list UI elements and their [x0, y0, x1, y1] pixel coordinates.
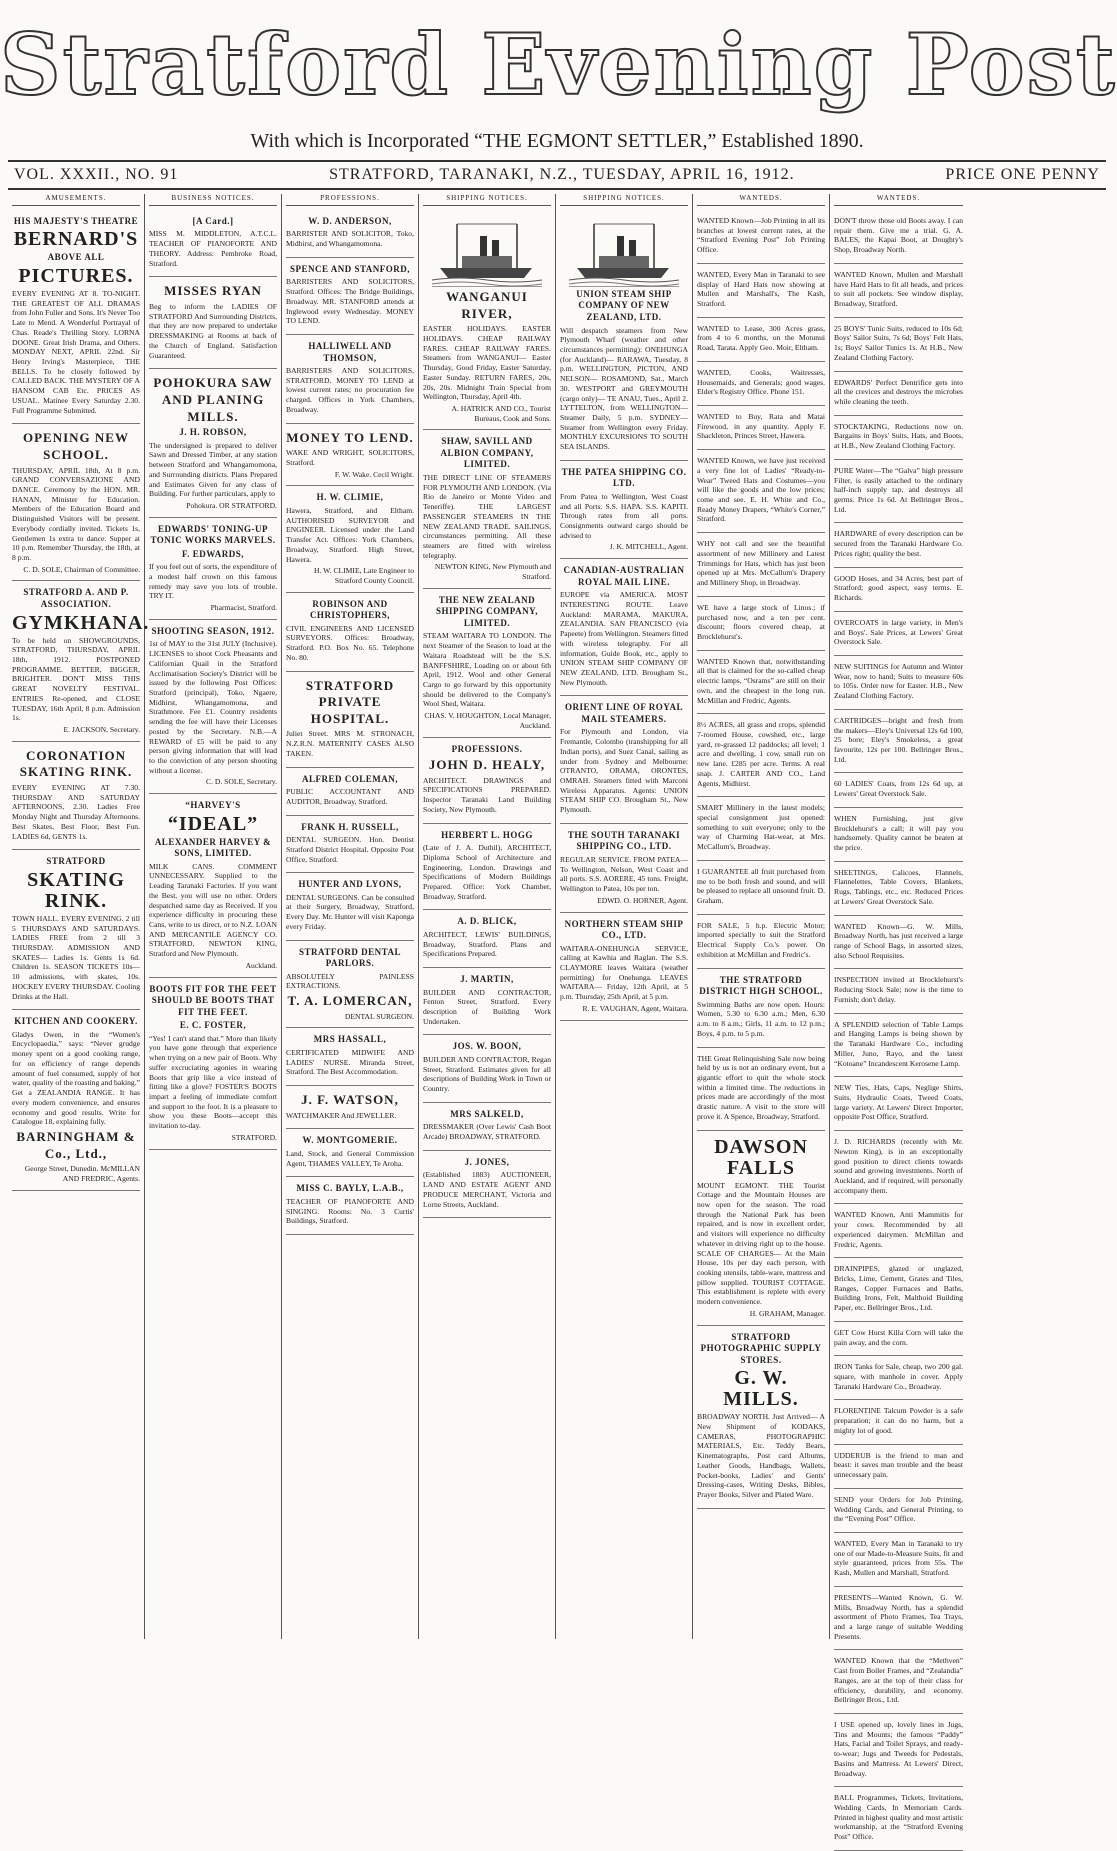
ad-body-text: (Established 1883) AUCTIONEER, LAND AND ESTATE AGENT AND PRODUCE MERCHANT, Victoria and Lorne Streets, Auckland. — [423, 1170, 551, 1209]
advertisement — [834, 1356, 963, 1400]
advertisement — [834, 862, 963, 916]
ad-body-text: GET Cow Hurst Killa Corn will take the pain away, and the corn. — [834, 1327, 963, 1347]
ad-body-text: EASTER HOLIDAYS. EASTER HOLIDAYS. CHEAP RAILWAY FARES. CHEAP RAILWAY FARES. Steamers from WANGANUI— Easter Thursday, Good Friday, Easter Saturday, Easter Sunday. RETURN FARES, 20s, 20s, 20s. Midnight Train Special from Wellington, Thursday, April 4th. — [423, 324, 551, 402]
advertisement — [834, 1650, 963, 1714]
ad-body-text: Will despatch steamers from New Plymouth Wharf (weather and other circumstances permitting): ONEHUNGA (for Auckland)— RARAWA, Tuesday, 8 p.m. WELLINGTON, PICTON, AND NELSON— ROSAMOND, Sat., March 30. WESTPORT and GREYMOUTH (cargo only)— TE ANAU, Tues., April 2. LYTTELTON, from WELLINGTON— Steamer Daily, 5 p.m. SYDNEY— Steamer from Wellington every Friday. MONTHLY EXCURSIONS TO SOUTH SEA ISLANDS. — [560, 325, 688, 452]
advertisement — [834, 969, 963, 1013]
advertisement — [286, 816, 414, 874]
ad-sm-text: ALEXANDER HARVEY & SONS, LIMITED. — [154, 836, 272, 859]
advertisement — [12, 742, 140, 851]
advertisement — [697, 1326, 825, 1509]
advertisement — [423, 1103, 551, 1151]
column-heading: PROFESSIONS. — [286, 194, 414, 206]
ad-body-text: The undersigned is prepared to deliver Sawn and Dressed Timber, at any station between Stratford and Whangamomona, and Surrounding districts. Plans Prepared and Estimates Given for any class of Building. For further particulars, apply to — [149, 440, 277, 499]
ad-sm-text: THE PATEA SHIPPING CO. LTD. — [561, 466, 687, 489]
ad-body-text: 8½ ACRES, all grass and crops, splendid 7-roomed House, cowshed, etc., large yard, re-grassed 12 paddocks; all level; 1 acre and dwelling, 1 cow, small run on new lane. £285 per acre. Terms. A real snap. J. CARTER AND CO., Land Agents, Midhirst. — [697, 720, 825, 788]
ad-body-text: GOOD Hoses, and 34 Acres, best part of Stratford; good aspect, easy terms. E. Richards. — [834, 573, 963, 603]
ad-body-text: CIVIL ENGINEERS AND LICENSED SURVEYORS. Offices: Broadway, Stratford. P.O. Box No. 65. Telephone No. 80. — [286, 623, 414, 662]
advertisement — [697, 406, 825, 450]
ad-mid-text: POHOKURA SAW AND PLANING MILLS. — [153, 375, 273, 424]
ad-sm-text: THE SOUTH TARANAKI SHIPPING CO., LTD. — [567, 829, 681, 852]
ad-body-text: DON'T throw those old Boots away. I can repair them. Give me a trial. G. A. BALES, the Kapai Boot, at Doughty's Shop, Broadway North. — [834, 215, 963, 255]
ad-mid-text: CORONATION SKATING RINK. — [19, 747, 133, 780]
ad-sm-text: STRATFORD DENTAL PARLORS. — [299, 946, 401, 969]
ad-sm-text: HIS MAJESTY'S THEATRE — [13, 215, 139, 226]
ad-r-text: CHAS. V. HOUGHTON, Local Manager, Auckland. — [424, 711, 551, 730]
advertisement — [834, 372, 963, 416]
ad-r-text: A. HATRICK AND CO., Tourist Bureaus, Cook and Sons. — [451, 403, 551, 423]
masthead-subtitle: With which is Incorporated “THE EGMONT SETTLER,” Established 1890. — [250, 130, 864, 152]
ad-body-text: CARTRIDGES—bright and fresh from the makers—Eley's Universal 12s 6d 100, 25 bore; Eley's Smokeless, a great favourite, 12s per 100. Bellringer Bros., Ltd. — [834, 715, 963, 764]
ad-mid-text: JOHN D. HEALY, — [428, 757, 546, 773]
ad-body-text: WANTED to Lease, 300 Acres grass, from 4 to 6 months, on the Motunui Road, Tarata. Apply Geo. Moir, Eltham. — [697, 323, 825, 353]
ad-body-text: 60 LADIES' Coats, from 12s 6d up, at Lewers' Great Overstock Sale. — [834, 779, 963, 799]
ad-body-text: PRESENTS—Wanted Known, G. W. Mills, Broadway North, has a splendid assortment of Photo Frames, Tea Trays, and a large range of suitable Wedding Presents. — [834, 1592, 963, 1641]
ad-sm-text: ROBINSON AND CHRISTOPHERS, — [309, 598, 391, 621]
ad-body-text: BROADWAY NORTH. Just Arrived— A New Shipment of KODAKS, CAMERAS, PHOTOGRAPHIC MATERIALS, Etc. Teddy Bears, Kinematographs, Post card Albums, Leather Goods, Handbags, Wallets, Pocket-books, Ladies' and Gents' Dressing-cases, Writing Desks, Bibles, Prayer Books, Silver and Plated Ware. — [697, 1412, 825, 1499]
advertisement — [286, 1086, 414, 1129]
ad-big-text: G. W. MILLS. — [723, 1367, 799, 1411]
masthead-title: Stratford Evening Post — [0, 15, 1117, 114]
ad-r-text: C. D. SOLE, Secretary. — [206, 777, 277, 787]
advertisement — [834, 1258, 963, 1322]
advertisement — [834, 416, 963, 460]
advertisement — [560, 696, 688, 824]
advertisement — [286, 424, 414, 487]
advertisement — [834, 1714, 963, 1787]
ad-body-text: BARRISTER AND SOLICITOR, Toko, Midhirst, and Whangamomona. — [286, 229, 414, 249]
advertisement — [697, 318, 825, 362]
ad-sm-text: SHAW, SAVILL AND ALBION COMPANY, LIMITED. — [440, 436, 534, 470]
column-heading: BUSINESS NOTICES. — [149, 194, 277, 206]
advertisement — [423, 910, 551, 968]
advertisement — [834, 460, 963, 524]
advertisement — [423, 968, 551, 1035]
advertisement — [423, 589, 551, 738]
ad-big-text: “IDEAL” — [167, 812, 259, 835]
ad-sm-text: THE NEW ZEALAND SHIPPING COMPANY, LIMITED. — [435, 594, 538, 628]
advertisement — [149, 620, 277, 794]
ad-sm-text: MRS HASSALL, — [313, 1034, 387, 1045]
advertisement — [834, 1489, 963, 1533]
advertisement — [834, 568, 963, 612]
advertisement — [697, 210, 825, 264]
ad-sm-text: FRANK H. RUSSELL, — [301, 821, 399, 832]
advertisement — [697, 651, 825, 715]
ad-sm-text: HUNTER AND LYONS, — [298, 879, 402, 890]
ad-body-text: WATCHMAKER And JEWELLER. — [286, 1110, 397, 1120]
advertisement — [834, 1400, 963, 1444]
ad-body-text: EUROPE via AMERICA. MOST INTERESTING ROUTE. Leave Auckland: MARAMA, MAKURA, ZEALANDIA. SAN FRANCISCO (via Papeete) from Wellington. Steamers fitted with wireless telegraphy. For all information, Guide Book, etc., apply to UNION STEAM SHIP COMPANY OF NEW ZEALAND, LTD. Brougham St., New Plymouth. — [560, 590, 688, 687]
ad-body-text: SHEETINGS, Calicoes, Flannels, Flannelettes, Table Covers, Blankets, Rugs, Tablings, etc., etc. Reduced Prices at Lewers' Great Overstock Sale. — [834, 867, 963, 906]
ad-body-text: WHEN Furnishing, just give Brocklehurst's a call; it will pay you handsomely. Quality cannot be beaten at the price. — [834, 813, 963, 853]
issue-dateline: STRATFORD, TARANAKI, N.Z., TUESDAY, APRIL 16, 1912. — [329, 166, 795, 183]
column-7 — [830, 194, 967, 1842]
ad-sm-text: ALFRED COLEMAN, — [301, 773, 398, 784]
ad-body-text: DENTAL SURGEONS. Can be consulted at their Surgery, Broadway, Stratford, Every Day. Mr. Hunter will visit Kaponga every Friday. — [286, 892, 414, 931]
ad-body-text: ABSOLUTELY PAINLESS EXTRACTIONS. — [286, 971, 414, 991]
advertisement — [697, 264, 825, 318]
ad-body-text: SMART Millinery in the latest models; special consignment just opened: something to suit everyone; only to the way of Charming Hat-wear, at Mrs. McCallum's, Broadway. — [697, 803, 825, 852]
ad-body-text: I GUARANTEE all fruit purchased from me to be both fresh and sound, and will be pleased to replace all unsound fruit. D. Graham. — [697, 866, 825, 906]
issue-bar — [8, 160, 1106, 190]
ad-r-text: H. GRAHAM, Manager. — [749, 1308, 825, 1318]
advertisement — [286, 941, 414, 1029]
ad-big-text: GYMKHANA. — [12, 611, 150, 634]
advertisement — [286, 768, 414, 816]
ad-body-text: TEACHER OF PIANOFORTE AND SINGING. Rooms: No. 3 Curtis' Buildings, Stratford. — [286, 1196, 414, 1226]
ad-sm-text: STRATFORD A. AND P. ASSOCIATION. — [23, 587, 129, 609]
advertisement — [423, 824, 551, 911]
ad-body-text: THE DIRECT LINE OF STEAMERS FOR PLYMOUTH AND LONDON. (Via Rio de Janeiro or Monte Video and Teneriffe). THE LARGEST PASSENGER STEAMERS IN THE NEW ZEALAND TRADE. SAILINGS, circumstances permitting. All these steamers are fitted with wireless telegraphy. — [423, 472, 551, 560]
advertisement — [423, 430, 551, 588]
ad-body-text: DRAINPIPES, glazed or unglazed, Bricks, Lime, Cement, Grates and Tiles, Ranges, Copper Furnaces and Baths, Building Irons, Felt, Malthoid Building Paper, etc. Bellringer Bros., Ltd. — [834, 1264, 963, 1313]
ad-body-text: IRON Tanks for Sale, cheap, two 200 gal. square, with manhole in cover. Apply Taranaki Hardware Co., Broadway. — [834, 1362, 963, 1391]
ad-body-text: WAKE AND WRIGHT, SOLICITORS, Stratford. — [286, 448, 414, 467]
ad-body-text: PURE Water—The “Galva” high pressure Filter, is easily attached to the ordinary half-inch supply tap, and destroys all germs. Price 1s 6d. At Bellringer Bros., Ltd. — [834, 465, 963, 514]
ad-sm-text: J. H. ROBSON, — [179, 427, 247, 438]
ad-body-text: Beg to inform the LADIES OF STRATFORD And Surrounding Districts, that they are now prepared to undertake DRESSMAKING at Rooms at back of the Church of England. Satisfaction Guaranteed. — [149, 301, 277, 360]
ad-body-text: WAITARA-ONEHUNGA SERVICE, calling at Kawhia and Raglan. The S.S. CLAYMORE leaves Waitara (weather permitting) for Onehunga. LEAVES WAITARA— Friday, 12th April, at 5 p.m. Thursday, 25th April, at 5 p.m. — [560, 943, 688, 1002]
advertisement — [834, 656, 963, 710]
advertisement — [697, 915, 825, 969]
ad-sm-text: [A Card.] — [192, 215, 234, 226]
ad-body-text: WANTED Known that the “Methven” Cast from Boiler Frames, and “Zealandia” Ranges, are at the top of their class for efficiency, durability, and economy. Bellringer Bros., Ltd. — [834, 1656, 963, 1705]
column-heading: WANTEDS. — [834, 194, 963, 206]
ad-big-text: DAWSON FALLS — [714, 1135, 808, 1179]
ad-big-text: SKATING RINK. — [27, 868, 125, 912]
issue-price: PRICE ONE PENNY — [945, 166, 1100, 183]
ad-sm-text: W. MONTGOMERIE. — [302, 1135, 398, 1146]
ad-sm-text: MISS C. BAYLY, L.A.B., — [296, 1183, 404, 1194]
advertisement — [697, 362, 825, 406]
advertisement — [286, 210, 414, 258]
ad-mid-text: MONEY TO LEND. — [286, 429, 414, 445]
advertisement — [834, 264, 963, 318]
advertisement — [149, 210, 277, 277]
ad-body-text: Gladys Owen, in the “Women's Encyclopaedia,” says: “Never grudge money spent on a good cooking range, for on efficiency of range depends amount of fuel consumed, supply of hot water, quality of the roasting and baking.” Get a ZEALANDIA RANGE. It has every modern convenience, and ensures economy and good results. Write for Catalogue 18, explaining fully. — [12, 1029, 140, 1127]
ad-mid-text: J. F. WATSON, — [301, 1092, 399, 1108]
advertisement — [149, 794, 277, 977]
ad-r-text: J. K. MITCHELL, Agent. — [609, 542, 688, 552]
advertisement — [286, 672, 414, 768]
column-heading: AMUSEMENTS. — [12, 194, 140, 206]
advertisement — [560, 210, 688, 461]
ad-body-text: BARRISTERS AND SOLICITORS, Stratford. Offices: The Bridge Buildings, Broadway. MR. STANFORD attends at Inglewood every Wednesday. MONEY TO LEND. — [286, 277, 414, 326]
advertisement — [286, 1028, 414, 1086]
ad-sm-text: F. EDWARDS, — [182, 548, 244, 559]
columns-container — [8, 194, 1106, 1842]
advertisement — [560, 913, 688, 1021]
ad-sm-text: H. W. CLIMIE, — [316, 492, 384, 503]
ad-body-text: Hawera, Stratford, and Eltham. AUTHORISED SURVEYOR and ENGINEER. Licensed under the Land Transfer Act. Offices: York Chambers, Broadway, Stratford. High Street, Hawera. — [286, 505, 414, 564]
advertisement — [12, 210, 140, 424]
advertisement — [149, 518, 277, 620]
ad-sm-text: J. JONES, — [464, 1156, 510, 1167]
advertisement — [149, 277, 277, 369]
ad-body-text: UDDERUB is the friend to man and beast: it saves man trouble and the beast unnecessary pain. — [834, 1450, 963, 1480]
advertisement — [834, 1787, 963, 1851]
advertisement — [697, 969, 825, 1048]
ad-body-text: Land, Stock, and General Commission Agent, THAMES VALLEY, Te Aroha. — [286, 1148, 414, 1168]
ad-body-text: A SPLENDID selection of Table Lamps and Hanging Lamps is being shown by the Taranaki Hardware Co., including Miller, Juno, Rayo, and the latest “Kotoane” Incandescent Kerosene Lamp. — [834, 1019, 963, 1068]
advertisement — [834, 1445, 963, 1489]
ad-body-text: ARCHITECT, LEWIS' BUILDINGS, Broadway, Stratford. Plans and Specifications Prepared. — [423, 929, 551, 959]
steamship-illustration — [569, 216, 679, 287]
ad-sm-text: STRATFORD — [46, 856, 106, 867]
ad-r-text: George Street, Dunedin. McMILLAN AND FREDRIC, Agents. — [24, 1164, 140, 1183]
ad-body-text: WHY not call and see the beautiful assortment of new Millinery and Latest Trimmings for Hats, which has just been opened up at Mrs. McCallum's Drapery and Millinery Shop, in Broadway. — [697, 539, 825, 588]
ad-body-text: THE Great Relinquishing Sale now being held by us is not an ordinary event, but a gigantic effort to quit the whole stock within a limited time. The reductions in prices made are accordingly of the most drastic nature. A visit to the store will prove it. A Spence, Broadway, Stratford. — [697, 1053, 825, 1121]
advertisement — [697, 1048, 825, 1131]
advertisement — [149, 978, 277, 1150]
advertisement — [834, 1322, 963, 1356]
ad-body-text: TOWN HALL. EVERY EVENING. 2 till 5 THURSDAYS AND SATURDAYS. LADIES FREE from 2 till 3 THURSDAY. ADMISSION AND SKATES— Ladies 1s. Gents 1s 6d. Children 1s. SEASON TICKETS 10s—10 admissions, with skates, 10s. HOCKEY EVERY THURSDAY. Cooling Drinks at the Hall. — [12, 913, 140, 1001]
ad-body-text: BUILDER AND CONTRACTOR, Fenton Street, Stratford. Every description of Building Work Undertaken. — [423, 987, 551, 1026]
ad-mid-text: STRATFORD PRIVATE HOSPITAL. — [305, 677, 395, 726]
ad-body-text: WANTED Known, Mullen and Marshall have Hard Hats to fit all heads, and prices to suit all pockets. See window display, Broadway, Stratford. — [834, 269, 963, 308]
ad-body-text: Juliet Street. MRS M. STRONACH, N.Z.R.N. MATERNITY CASES ALSO TAKEN. — [286, 729, 414, 758]
ad-r-text: DENTAL SURGEON. — [344, 1011, 414, 1021]
advertisement — [560, 824, 688, 913]
ad-sm-text: THE STRATFORD DISTRICT HIGH SCHOOL. — [699, 974, 823, 997]
advertisement — [697, 533, 825, 597]
advertisement — [286, 873, 414, 940]
ad-mid-text: MISSES RYAN — [164, 283, 262, 299]
ad-body-text: OVERCOATS in large variety, in Men's and Boys'. Sale Prices, at Lewers' Great Overstock Sale. — [834, 617, 963, 647]
ad-r-text: Pharmacist, Stratford. — [210, 603, 277, 613]
ad-body-text: MILK CANS. COMMENT UNNECESSARY. Supplied to the Leading Taranaki Factories. If you want the Best, you will use no other. Orders despatched same day as Received. If you experience difficulty in procuring these Cans, write to us direct, or to N.Z. LOAN AND MERCANTILE AGENCY CO. STRATFORD, NEWTON KING, Stratford and New Plymouth. — [149, 861, 277, 959]
advertisement — [697, 597, 825, 651]
ad-sm-text: PROFESSIONS. — [451, 743, 523, 754]
advertisement — [697, 797, 825, 861]
advertisement — [286, 1177, 414, 1235]
advertisement — [560, 461, 688, 559]
ad-body-text: WANTED, Every Man in Taranaki to see display of Hard Hats now showing at Mullen and Marshall's, The Kash, Stratford. — [697, 269, 825, 308]
ad-body-text: MOUNT EGMONT. THE Tourist Cottage and the Mountain Houses are now open for the season. The road through the National Park has been repaired, and is now in excellent order, and visitors will experience no difficulty whatever in driving right up to the house. SCALE OF CHARGES— At the Main House, 10s per day each person, with cooking utensils, table-ware, mattress and pillow supplied. TOURIST COTTAGE. This establishment is replete with every modern convenience. — [697, 1180, 825, 1307]
ad-body-text: WANTED Known—Job Printing in all its branches at lowest current rates, at the “Stratford Evening Post” Job Printing Office. — [697, 215, 825, 255]
column-3 — [282, 194, 419, 1639]
ad-sm-text: “HARVEY'S — [185, 800, 241, 811]
ad-body-text: From Patea to Wellington, West Coast and all Ports. S.S. HAPA. S.S. KAPITI. Through rates from all ports. Consignments outward cargo should be advised to — [560, 491, 688, 540]
ad-body-text: FOR SALE, 5 h.p. Electric Motor; imported specially to suit the Stratford Electrical Supply Co.'s power. On exhibition at McMillan and Fredric's. — [697, 920, 825, 959]
advertisement — [834, 1077, 963, 1131]
ad-r-text: F. W. Wake. Cecil Wright. — [334, 469, 414, 479]
advertisement — [834, 1014, 963, 1078]
ad-body-text: 25 BOYS' Tunic Suits, reduced to 10s 6d; Boys' Sailor Suits, 7s 6d; Boys' Felt Hats, 1s; Boys' Sailor Tunics 1s. At H.B., New Zealand Clothing Factory. — [834, 323, 963, 362]
ad-body-text: WANTED to Buy, Rata and Matai Firewood, in any quantity. Apply F. Shackleton, Princes Street, Hawera. — [697, 412, 825, 441]
advertisement — [834, 1131, 963, 1204]
advertisement — [834, 710, 963, 774]
ad-r-text: R. E. VAUGHAN, Agent, Waitara. — [582, 1003, 688, 1013]
column-5 — [556, 194, 693, 1639]
ad-body-text: BALL Programmes, Tickets, Invitations, Wedding Cards, In Memoriam Cards. Printed in highest quality and most artistic workmanship, at the “Stratford Evening Post” Office. — [834, 1793, 963, 1842]
column-6 — [693, 194, 830, 1639]
ad-mid-text: WANGANUI RIVER, — [446, 288, 528, 321]
advertisement — [423, 738, 551, 824]
steamship-illustration — [432, 216, 542, 287]
advertisement — [423, 1151, 551, 1218]
ad-body-text: BUILDER AND CONTRACTOR, Regan Street, Stratford. Estimates given for all descriptions of Building Work in Town or Country. — [423, 1055, 551, 1094]
advertisement — [423, 1035, 551, 1102]
ad-body-text: (Late of J. A. Duthil), ARCHITECT, Diploma School of Architecture and Engineering, London. Drawings and Specifications of Modern Buildings Prepared. Office: York Chamber, Broadway, Stratford. — [423, 843, 551, 901]
ad-body-text: WANTED Known—G. W. Mills, Broadway North, has just received a large range of School Bags, in assorted sizes, also School Requisites. — [834, 921, 963, 960]
ad-sm-text: W. D. ANDERSON, — [308, 215, 392, 226]
advertisement — [286, 258, 414, 335]
ad-body-text: WE have a large stock of Linos.; if purchased now, and a ten per cent. discount; floors covered cheap, at Brocklehurst's. — [697, 602, 825, 641]
ad-sm-text: SHOOTING SEASON, 1912. — [151, 625, 275, 636]
ad-sm-text: A. D. BLICK, — [457, 916, 517, 927]
ad-body-text: STOCKTAKING, Reductions now on. Bargains in Boys' Suits, Hats, and Boots, at H.B., New Zealand Clothing Factory. — [834, 421, 963, 451]
advertisement — [286, 593, 414, 672]
ad-body-text: STEAM WAITARA TO LONDON. The next Steamer of the Season to load at the Waitara Roadstead will be the S.S. BANFFSHIRE, Loading on or about 6th April, 1912. Wool and other General Cargo to go forward by this opportunity should be delivered to the Company's Wool Shed, Waitara. — [423, 631, 551, 709]
ad-body-text: EDWARDS' Perfect Dentrifice gets into all the crevices and destroys the microbes while cleaning the teeth. — [834, 377, 963, 407]
ad-body-text: INSPECTION invited at Brocklehurst's Reducing Stock Sale; now is the time to Furnish; don't delay. — [834, 975, 963, 1004]
advertisement — [560, 559, 688, 696]
ad-sm-text: EDWARDS' TONING-UP TONIC WORKS MARVELS. — [150, 523, 276, 546]
ad-body-text: DRESSMAKER (Over Lewis' Cash Boot Arcade) BROADWAY, STRATFORD. — [423, 1122, 551, 1142]
ad-sm-text: HERBERT L. HOGG — [441, 829, 533, 840]
column-heading: SHIPPING NOTICES. — [560, 194, 688, 206]
ad-r-text: C. D. SOLE, Chairman of Committee. — [23, 564, 140, 574]
advertisement — [834, 1204, 963, 1258]
advertisement — [834, 773, 963, 807]
advertisement — [834, 612, 963, 656]
advertisement — [12, 581, 150, 741]
ad-body-text: J. D. RICHARDS (recently with Mr. Newton King), is in an exceptionally good position to direct clients towards sound and growing investments. North of Auckland, and if required, will personally accompany them. — [834, 1137, 963, 1195]
ad-body-text: WANTED, Cooks, Waitresses, Housemaids, and Generals; good wages. Elder's Registry Office. Phone 151. — [697, 367, 825, 397]
ad-r-text: NEWTON KING, New Plymouth and Stratford. — [434, 562, 551, 582]
advertisement — [149, 369, 277, 517]
advertisement — [12, 1010, 140, 1190]
ad-body-text: WANTED Known that, notwithstanding all that is claimed for the so-called cheap electric lamps, “Osrams” are still on their own, and the cheapest in the long run. McMillan and Fredric, Agents. — [697, 656, 825, 705]
ad-mid-text: T. A. LOMERCAN, — [287, 993, 413, 1009]
advertisement — [12, 424, 140, 581]
ad-body-text: ARCHITECT. DRAWINGS and SPECIFICATIONS PREPARED. Inspector Taranaki Land Building Society, New Plymouth. — [423, 775, 551, 814]
ad-body-text: SEND your Orders for Job Printing, Wedding Cards, and General Printing, to the “Evening Post” Office. — [834, 1494, 963, 1524]
issue-volume: VOL. XXXII., NO. 91 — [14, 166, 179, 183]
ad-body-text: WANTED, Every Man in Taranaki to try one of our Made-to-Measure Suits, fit and style guaranteed, prices from 55s. The Kash, Mullen and Marshall, Stratford. — [834, 1538, 963, 1578]
advertisement — [834, 210, 963, 264]
ad-body-text: EVERY EVENING AT 7.30. THURSDAY AND SATURDAY AFTERNOONS, 2.30. Ladies Free Monday Night and Thursday Afternoons. Best Skates, Best Floor, Best Fun. LADIES 6d, GENTS 1s. — [12, 782, 140, 841]
ad-sm-text: KITCHEN AND COOKERY. — [14, 1016, 138, 1027]
ad-body-text: “Yes! I can't stand that.” More than likely you have gone through that experience when trying on a new pair of Boots. Why suffer excruciating agonies in wearing Boots that grip like a vice instead of fitting like a glove? FOSTER'S BOOTS impart a feeling of immediate comfort and support to the foot. It is a pleasure to show you these Boots—accept this invitation to-day. — [149, 1033, 277, 1131]
ad-body-text: CERTIFICATED MIDWIFE AND LADIES' NURSE. Miranda Street, Stratford. The Best Accommodation. — [286, 1047, 414, 1077]
ad-body-text: NEW Ties, Hats, Caps, Neglige Shirts, Suits, Hydraulic Coats, Tweed Coats, large variety. At Lewers' Direct Importer, opposite Post Office, Stratford. — [834, 1083, 963, 1122]
column-heading: WANTEDS. — [697, 194, 825, 206]
ad-body-text: MISS M. MIDDLETON, A.T.C.L. TEACHER OF PIANOFORTE AND THEORY. Address: Pembroke Road, Stratford. — [149, 229, 277, 268]
column-4 — [419, 194, 556, 1639]
ad-sm-text: NORTHERN STEAM SHIP CO., LTD. — [564, 918, 684, 941]
advertisement — [834, 318, 963, 372]
ad-body-text: WANTED Known, we have just received a very fine lot of Ladies' “Ready-to-Wear” Tweed Hats and Costumes—you will like the goods and the low prices; come and see. E. H. White and Co., Ready Money Drapers, “White's Corner,” Stratford. — [697, 456, 825, 524]
ad-body-text: To be held on SHOWGROUNDS, STRATFORD, THURSDAY, APRIL 18th, 1912. POSTPONED PROGRAMME. BETTER, BIGGER, BRIGHTER. DON'T MISS THIS GREAT NOVELTY FESTIVAL. ENTRIES Re-opened, and CLOSE TUESDAY, 16th April, 8 p.m. Admission 1s. — [12, 635, 140, 723]
ad-sm-text: ABOVE ALL — [47, 252, 105, 263]
ad-mid-text: BARNINGHAM & Co., Ltd., — [16, 1128, 136, 1161]
advertisement — [12, 850, 140, 1010]
ad-body-text: THURSDAY, APRIL 18th, At 8 p.m. GRAND CONVERSAZIONE AND DANCE. Ceremony by the HON. MR. HANAN, Minister for Education. Members of the Education Board and Distinguished Visitors will be present. Everybody cordially invited. Tickets 1s, Gentlemen 1s extra to dance. Supper at 10 p.m. Remember Thursday, the 18th, at 8 p.m. — [12, 465, 140, 563]
ad-sm-text: ORIENT LINE OF ROYAL MAIL STEAMERS. — [565, 702, 683, 724]
ad-body-text: BARRISTERS AND SOLICITORS, STRATFORD. MONEY TO LEND at lowest current rates; no procuration fee charged. Offices in York Chambers, Broadway. — [286, 366, 414, 414]
ad-body-text: Swimming Baths are now open. Hours: Women, 5.30 to 6.30 a.m.; Men, 6.30 a.m. to 8 a.m.; Girls, 11 a.m. to 12 p.m.; Boys, 4 p.m. to 5 p.m. — [697, 999, 825, 1038]
advertisement — [286, 1129, 414, 1177]
ad-body-text: WANTED Known, Anti Mammitis for your cows. Recommended by all experienced dairymen. McMillan and Fredric, Agents. — [834, 1210, 963, 1249]
ad-r-text: Auckland. — [245, 960, 277, 970]
advertisement — [834, 916, 963, 970]
ad-r-text: H. W. CLIMIE, Late Engineer to Stratford County Council. — [314, 566, 414, 585]
ad-body-text: 1st of MAY to the 31st JULY (Inclusive). LICENSES to shoot Cock Pheasants and Californian Quail in the Stratford Acclimatisation Society's District will be issued by the following Post Offices: Stratford (principal), Toko, Ngaere, Midhirst, Whangamomona, and Strathmore. Fee £1. Country residents sending the fee will have their Licenses posted by the Secretary. N.B.—A REWARD of £5 will be paid to any person giving information that will lead to the conviction of any person shooting without a license. — [149, 639, 277, 775]
column-heading: SHIPPING NOTICES. — [423, 194, 551, 206]
advertisement — [286, 486, 414, 592]
ad-big-text: PICTURES. — [18, 264, 134, 287]
column-1 — [8, 194, 150, 1639]
ad-sm-text: HALLIWELL AND THOMSON, — [308, 341, 392, 363]
ad-sm-text: STRATFORD PHOTOGRAPHIC SUPPLY STORES. — [700, 1331, 822, 1365]
ad-r-text: STRATFORD. — [231, 1132, 277, 1142]
ad-body-text: REGULAR SERVICE. FROM PATEA— To Wellington, Nelson, West Coast and all ports. S.S. AORERE, 45 tons. Freight, Wellington to Patea, 10s per ton. — [560, 854, 688, 894]
advertisement — [697, 714, 825, 797]
advertisement — [834, 523, 963, 567]
ad-body-text: PUBLIC ACCOUNTANT AND AUDITOR, Broadway, Stratford. — [286, 787, 414, 806]
ad-big-text: BERNARD'S — [13, 228, 139, 251]
ad-body-text: NEW SUITINGS for Autumn and Winter Wear, now to hand; Suits to measure 60s to 105s. Order now for Easter. H.B., New Zealand Clothing Factory. — [834, 661, 963, 701]
ad-body-text: If you feel out of sorts, the expenditure of a modest half crown on this famous remedy may save you lots of trouble. TRY IT. — [149, 562, 277, 601]
ad-sm-text: BOOTS FIT FOR THE FEET SHOULD BE BOOTS THAT FIT THE FEET. — [149, 983, 277, 1017]
ad-sm-text: MRS SALKELD, — [450, 1108, 524, 1119]
advertisement — [697, 1131, 825, 1326]
ad-body-text: HARDWARE of every description can be secured from the Taranaki Hardware Co. Prices right; quality the best. — [834, 529, 963, 558]
advertisement — [697, 450, 825, 533]
ad-r-text: EDWD. O. HORNER, Agent. — [597, 895, 688, 905]
ad-sm-text: UNION STEAM SHIP COMPANY OF NEW ZEALAND, LTD. — [576, 288, 672, 322]
column-2 — [145, 194, 282, 1639]
ad-sm-text: CANADIAN-AUSTRALIAN ROYAL MAIL LINE. — [563, 565, 685, 587]
ad-sm-text: E. C. FOSTER, — [179, 1020, 247, 1031]
advertisement — [423, 210, 551, 430]
ad-body-text: For Plymouth and London, via Fremantle, Colombo (transhipping for all Indian ports), and Suez Canal, sailing as under from Sydney and Melbourne: OTRANTO, ORAMA, ORONTES, OMRAH. Steamers fitted with Marconi Wireless Apparatus. Agents: UNION STEAM SHIP CO. Brougham St., New Plymouth. — [560, 727, 688, 815]
advertisement — [834, 1587, 963, 1651]
ad-r-text: Pohokura. OR STRATFORD. — [186, 500, 277, 510]
ad-sm-text: SPENCE AND STANFORD, — [289, 263, 411, 274]
ad-r-text: E. JACKSON, Secretary. — [63, 724, 140, 734]
advertisement — [286, 335, 414, 424]
ad-body-text: FLORENTINE Talcum Powder is a safe preparation; it can do no harm, but a mighty lot of good. — [834, 1406, 963, 1435]
advertisement — [697, 861, 825, 915]
advertisement — [834, 808, 963, 862]
ad-body-text: EVERY EVENING AT 8. TO-NIGHT. THE GREATEST OF ALL DRAMAS from John Fuller and Sons. It's Never Too Late to Mend. A Wonderful Portrayal of Chas. Reade's Thrilling Story. LORNA DOONE. Great Irish Drama, and Others. MONDAY NEXT, APRIL 22nd. Sir Henry Irving's Masterpiece, THE BELLS. To be closely followed by CALLED BACK. THE MYSTERY OF A HANSOM CAB Etc. PRICES AS USUAL. Matinee Every Saturday 2.30. Full Programme Submitted. — [12, 288, 140, 415]
ad-body-text: I USE opened up, lovely lines in Jugs, Tins and Mounts; the famous “Paddy” Hats, Facial and Toilet Sprays, and ready-to-wear; Jugs and Tweeds for Pedestals, Basins and Mattress. At Lewers' Direct, Broadway. — [834, 1720, 963, 1778]
ad-body-text: DENTAL SURGEON. Hon. Dentist Stratford District Hospital. Opposite Post Office, Stratford. — [286, 835, 414, 864]
ad-mid-text: OPENING NEW SCHOOL. — [23, 430, 129, 462]
ad-sm-text: J. MARTIN, — [460, 974, 514, 985]
ad-sm-text: JOS. W. BOON, — [452, 1041, 522, 1052]
advertisement — [834, 1533, 963, 1587]
